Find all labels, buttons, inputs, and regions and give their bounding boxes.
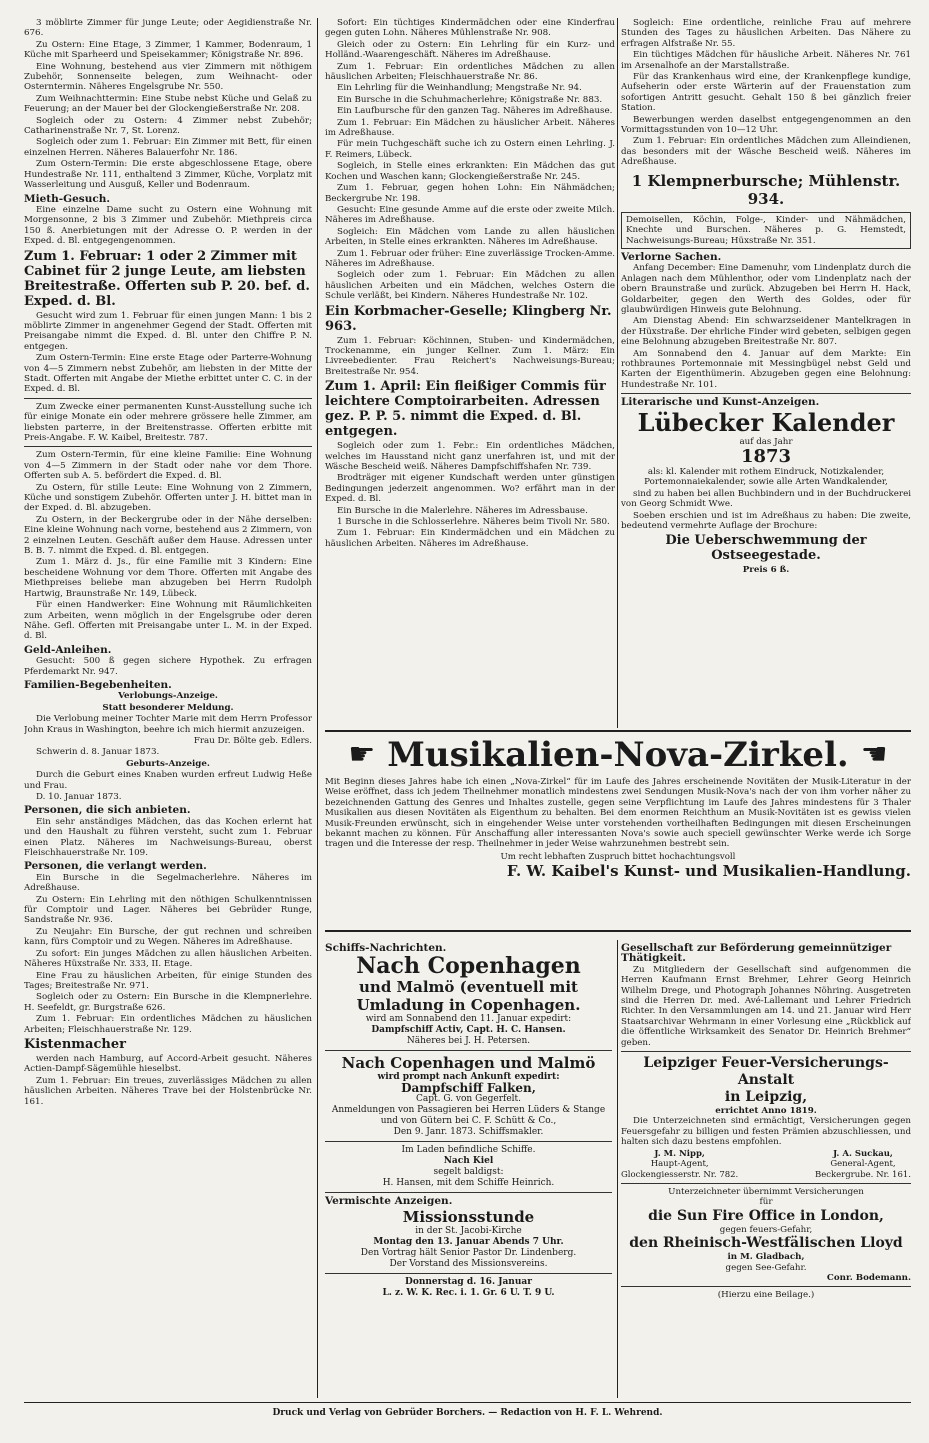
sunfire-signature: Conr. Bodemann.: [826, 1272, 911, 1283]
classified-ad: Zu Neujahr: Ein Bursche, der gut rechnen und schreiben kann, fürs Comptoir und zu Wegen. Näheres im Adreßhause.: [24, 926, 312, 948]
agent-2: [815, 1149, 911, 1180]
lost-item: Anfang December: Eine Damenuhr, vom Lindenplatz durch die Anlagen nach dem Mühlenthor, oder vom Lindenplatz nach der obern Braunstraße und zurück. Abzugeben bei Herrn H. Hack, Goldarbeiter, gegen den Werth des Goldes, oder für glaubwürdigen Hinweis gute Belohnung.: [621, 263, 911, 315]
centered-line: Statt besonderer Meldung.: [102, 702, 234, 713]
banner-title: Musikalien-Nova-Zirkel.: [387, 735, 849, 775]
column-rule: [617, 940, 618, 1398]
classified-ad: Bewerbungen werden daselbst entgegengenommen an den Vormittagsstunden von 10—12 Uhr.: [621, 114, 911, 136]
misc-line: Den Vortrag hält Senior Pastor Dr. Lindenberg.: [360, 1247, 577, 1258]
classified-ad: Sogleich: Eine ordentliche, reinliche Frau auf mehrere Stunden des Tages zu häuslichen Arbeiten. Das Nähere zu erfragen Alfstraße Nr. 55.: [621, 18, 911, 49]
insurance-founded: errichtet Anno 1819.: [715, 1106, 817, 1117]
classified-ad: Zum Ostern-Termin: Eine erste Etage oder Parterre-Wohnung von 4—5 Zimmern nebst Zubehör, am liebsten in der Mitte der Stadt. Offerten mit Angabe der Miethe erbittet unter C. C. in der Exped. d. Bl.: [24, 353, 312, 395]
pointing-hand-right-icon: ☛: [348, 737, 376, 772]
ship-line: Capt. G. von Gegerfelt.: [415, 1094, 522, 1105]
classified-ad: Zu Ostern, für stille Leute: Eine Wohnung von 2 Zimmern, Küche und sonstigem Zubehör. Offerten unter J. H. bittet man in der Exped. d. Bl. abzugeben.: [24, 482, 312, 514]
display-ad: Ein Korbmacher-Geselle; Klingberg Nr. 963.: [325, 303, 612, 334]
insurance-text: Die Unterzeichneten sind ermächtigt, Versicherungen gegen Feuersgefahr zu billigen und festen Prämien abzuschliessen, und halten sich dazu bestens empfohlen.: [621, 1116, 911, 1148]
classified-ad: Gesucht wird zum 1. Februar für einen jungen Mann: 1 bis 2 möblirte Zimmer in angenehmer Gegend der Stadt. Offerten mit Preisangabe nimmt die Exped. d. Bl. unter den Chiffre P. N. entgegen.: [24, 310, 312, 352]
society-heading: Gesellschaft zur Beförderung gemeinnütziger Thätigkeit.: [621, 942, 892, 965]
misc-line: Der Vorstand des Missionsvereins.: [389, 1258, 548, 1269]
classified-ad: Ein sehr anständiges Mädchen, das das Kochen erlernt hat und den Haushalt zu führen versteht, sucht zum 1. Februar einen Platz. Näheres im Nachweisungs-Bureau, oberst Fleischhauerstraße Nr. 109.: [24, 816, 312, 859]
classified-ad: Zu Ostern, in der Beckergrube oder in der Nähe derselben: Eine kleine Wohnung nach vorne, bestehend aus 2 Zimmern, von 2 einzelnen Leuten. Geschäft außer dem Hause. Adressen unter B. B. 7. nimmt die Exped. d. Bl. entgegen.: [24, 514, 312, 557]
ship-line: Im Laden befindliche Schiffe.: [401, 1145, 536, 1156]
divider: [325, 1273, 612, 1274]
calendar-year: 1873: [740, 446, 792, 467]
agent-address: Glockengiesserstr. Nr. 782.: [621, 1169, 739, 1180]
misc-line: Donnerstag d. 16. Januar: [405, 1276, 532, 1287]
classified-ad: 3 möblirte Zimmer für junge Leute; oder Aegidienstraße Nr. 676.: [24, 18, 312, 39]
classified-ad: Zum 1. Februar: Ein ordentliches Mädchen zu allen häuslichen Arbeiten; Fleischhauerstraße Nr. 86.: [325, 61, 615, 83]
classified-ad: Zum 1. Februar, gegen hohen Lohn: Ein Nähmädchen; Beckergrube Nr. 198.: [325, 183, 615, 204]
agent-name: J. A. Suckau,: [833, 1148, 893, 1159]
book-title: Die Ueberschwemmung der Ostseegestade.: [665, 533, 867, 564]
classified-ad: Zum Weihnachttermin: Eine Stube nebst Küche und Gelaß zu Feuerung; an der Mauer bei der Glockengießerstraße Nr. 208.: [24, 93, 312, 115]
classified-ad: Sogleich: Ein Mädchen vom Lande zu allen häuslichen Arbeiten, in Stelle eines erkrankten. Näheres im Adreßhause.: [325, 226, 615, 248]
classified-ad: Ein Lehrling für die Weinhandlung; Mengstraße Nr. 94.: [337, 83, 582, 94]
signature-line: Frau Dr. Bölte geb. Edlers.: [193, 735, 312, 746]
music-banner: [325, 735, 911, 925]
ship-title: Nach Copenhagen: [356, 953, 581, 980]
banner-closing: Um recht lebhaften Zuspruch bittet hochachtungsvoll: [500, 851, 736, 862]
divider: [325, 1141, 612, 1142]
misc-title: Missionsstunde: [402, 1207, 535, 1226]
banner-signature: F. W. Kaibel's Kunst- und Musikalien-Handlung.: [506, 861, 911, 880]
ship-line: Näheres bei J. H. Petersen.: [406, 1036, 531, 1047]
ship-heading: Schiffs-Nachrichten.: [325, 942, 447, 954]
divider: [621, 1183, 911, 1184]
insurance-city: in Leipzig,: [724, 1089, 808, 1106]
literary-heading: Literarische und Kunst-Anzeigen.: [621, 396, 820, 409]
lloyd-city: in M. Gladbach,: [727, 1252, 805, 1263]
classified-ad: 1 Bursche in die Schlosserlehre. Näheres beim Tivoli Nr. 580.: [337, 517, 610, 528]
classified-ad: Ein Laufbursche für den ganzen Tag. Näheres im Adreßhause.: [337, 106, 613, 117]
classified-ad: Zum 1. Februar oder früher: Eine zuverlässige Trocken-Amme. Näheres im Adreßhause.: [325, 248, 615, 269]
section-heading: Mieth-Gesuch.: [24, 192, 111, 205]
classified-ad: Zum Ostern-Termin: Die erste abgeschlossene Etage, obere Hundestraße Nr. 111, enthaltend 3 Zimmer, Küche, Vorplatz mit Wasserleitung und Ausguß, Keller und Bodenraum.: [24, 159, 312, 191]
insurance-title: Leipziger Feuer-Versicherungs-Anstalt: [643, 1055, 889, 1089]
display-ad: Zum 1. Februar: 1 oder 2 Zimmer mit Cabinet für 2 junge Leute, am liebsten Breitestraße. Offerten sub P. 20. bef. d. Exped. d. Bl.: [24, 248, 310, 309]
ship-line: wird am Sonnabend den 11. Januar expedirt:: [365, 1014, 572, 1025]
divider: [621, 393, 911, 394]
section-heading: Personen, die sich anbieten.: [24, 804, 191, 817]
classified-ad: Zum 1. Februar: Ein Kindermädchen und ein Mädchen zu häuslichen Arbeiten. Näheres im Adreßhause.: [325, 528, 615, 549]
classified-ad: Eine Frau zu häuslichen Arbeiten, für einige Stunden des Tages; Breitestraße Nr. 971.: [24, 970, 312, 991]
display-ad: Kistenmacher: [24, 1036, 126, 1052]
classified-ad: Zum 1. März d. Js., für eine Familie mit 3 Kindern: Eine bescheidene Wohnung vor dem Thore. Offerten mit Angabe des Miethpreises beliebe man abzugeben bei Herrn Rudolph Hartwig, Braunstraße Nr. 149, Lübeck.: [24, 557, 312, 599]
misc-line: in der St. Jacobi-Kirche: [415, 1225, 522, 1236]
demoiselles-ad: Demoisellen, Köchin, Folge-, Kinder- und Nähmädchen, Knechte und Burschen. Näheres p. G. Hemstedt, Nachweisungs-Bureau; Hüxstraße Nr. 351.: [621, 212, 911, 249]
classified-ad: Brodträger mit eigener Kundschaft werden unter günstigen Bedingungen jederzeit angenommen. Wo? erfährt man in der Exped. d. Bl.: [325, 473, 615, 505]
supplement-note: (Hierzu eine Beilage.): [717, 1290, 815, 1301]
classified-ad: Zum 1. Februar: Ein ordentliches Mädchen zu häuslichen Arbeiten; Fleischhauerstraße Nr. 129.: [24, 1014, 312, 1035]
divider: [621, 1051, 911, 1052]
agent-name: J. M. Nipp,: [654, 1148, 705, 1159]
ship-line: Dampfschiff Falken,: [401, 1081, 536, 1096]
calendar-sub: auf das Jahr: [739, 436, 793, 447]
classified-ad: Schwerin d. 8. Januar 1873.: [36, 747, 160, 758]
column-middle: [325, 18, 615, 726]
classified-ad: Für einen Handwerker: Eine Wohnung mit Räumlichkeiten zum Arbeiten, wenn möglich in der Engelsgrube oder deren Nähe. Gefl. Offerten mit Preisangabe unter L. M. in der Exped. d. Bl.: [24, 600, 312, 642]
divider: [24, 398, 312, 399]
agents-row: [621, 1149, 911, 1180]
classified-ad: Zu Ostern: Ein Lehrling mit den nöthigen Schulkenntnissen für Comptoir und Lager. Näheres bei Gebrüder Runge, Sandstraße Nr. 936.: [24, 894, 312, 926]
ship-line: segelt baldigst:: [433, 1167, 504, 1178]
footer-rule: [24, 1402, 911, 1403]
classified-ad: Eine einzelne Dame sucht zu Ostern eine Wohnung mit Morgensonne, 2 bis 3 Zimmer und Zubehör. Miethpreis circa 150 ß. Anerbietungen mit der Adresse O. P. werden in der Exped. d. Bl. entgegengenommen.: [24, 204, 312, 247]
banner-rule: [325, 730, 911, 732]
column-right: [621, 18, 911, 726]
classified-ad: Eine Wohnung, bestehend aus vier Zimmern mit nöthigem Zubehör, Sonnenseite belegen, zum Weihnacht- oder Osterntermin. Näheres Engelsgrube Nr. 550.: [24, 61, 312, 93]
sunfire-line: für: [759, 1197, 773, 1208]
column-rule: [317, 18, 318, 1398]
misc-line: L. z. W. K. Rec. i. 1. Gr. 6 U. T. 9 U.: [382, 1287, 555, 1298]
classified-ad: Ein Bursche in die Malerlehre. Näheres im Adressbause.: [337, 505, 588, 516]
book-price: Preis 6 ß.: [742, 565, 790, 576]
classified-ad: Gesucht: 500 ß gegen sichere Hypothek. Zu erfragen Pferdemarkt Nr. 947.: [24, 656, 312, 677]
classified-ad: Sogleich oder zum 1. Februar: Ein Mädchen zu allen häuslichen Arbeiten und ein Mädchen, welches Ostern die Schule verläßt, bei Kindern. Näheres Hundestraße Nr. 102.: [325, 270, 615, 302]
sunfire-line: Unterzeichneter übernimmt Versicherungen: [668, 1186, 864, 1197]
lost-item: Am Sonnabend den 4. Januar auf dem Markte: Ein rothbraunes Portemonnaie mit Messingbügel nebst Geld und Karten der Eigenthümerin. Abzugeben gegen eine Belohnung: Hundestraße Nr. 101.: [621, 348, 911, 390]
classified-ad: Zu Ostern: Eine Etage, 3 Zimmer, 1 Kammer, Bodenraum, 1 Küche mit Sparheerd und Speisekammer; Königstraße Nr. 896.: [24, 39, 312, 61]
sunfire-title: die Sun Fire Office in London,: [648, 1207, 884, 1224]
ship-line: Den 9. Janr. 1873. Schiffsmakler.: [393, 1127, 544, 1138]
banner-title-row: [325, 735, 911, 775]
ship-line: H. Hansen, mit dem Schiffe Heinrich.: [382, 1178, 555, 1189]
classified-ad: Durch die Geburt eines Knaben wurden erfreut Ludwig Heße und Frau.: [24, 770, 312, 791]
calendar-text: Soeben erschien und ist im Adreßhaus zu haben: Die zweite, bedeutend vermehrte Auflage der Brochure:: [621, 510, 911, 532]
lloyd-title: den Rheinisch-Westfälischen Lloyd: [629, 1235, 903, 1252]
society-column: [621, 940, 911, 1400]
classified-ad: Die Verlobung meiner Tochter Marie mit dem Herrn Professor John Kraus in Washington, beehre ich mich hiermit anzuzeigen.: [24, 714, 312, 735]
calendar-title: Lübecker Kalender: [637, 407, 895, 437]
display-ad: Zum 1. April: Ein fleißiger Commis für leichtere Comptoirarbeiten. Adressen gez. P. P. 5. nimmt die Exped. d. Bl. entgegen.: [325, 379, 606, 440]
klempner-ad: 1 Klempnerbursche; Mühlenstr. 934.: [631, 171, 901, 208]
lost-item: Am Dienstag Abend: Ein schwarzseidener Mantelkragen in der Hüxstraße. Der ehrliche Finder wird gebeten, selbigen gegen eine Belohnung abzugeben Breitestraße Nr. 807.: [621, 316, 911, 348]
misc-line: Montag den 13. Januar Abends 7 Uhr.: [373, 1236, 564, 1247]
lost-heading: Verlorne Sachen.: [621, 250, 722, 263]
classified-ad: Sofort: Ein tüchtiges Kindermädchen oder eine Kinderfrau gegen guten Lohn. Näheres Mühlenstraße Nr. 908.: [325, 18, 615, 39]
ship-line: Nach Kiel: [443, 1156, 494, 1167]
divider: [325, 1050, 612, 1051]
divider: [621, 1286, 911, 1287]
column-rule: [617, 18, 618, 728]
banner-rule: [325, 930, 911, 932]
section-heading: Familien-Begebenheiten.: [24, 678, 172, 691]
centered-line: Verlobungs-Anzeige.: [118, 691, 218, 702]
divider: [24, 446, 312, 447]
classified-ad: Gesucht: Eine gesunde Amme auf die erste oder zweite Milch. Näheres im Adreßhause.: [325, 204, 615, 226]
classified-ad: Sogleich oder zu Ostern: 4 Zimmer nebst Zubehör; Catharinenstraße Nr. 7, St. Lorenz.: [24, 115, 312, 137]
ship-subtitle: und Malmö (eventuell mit Umladung in Copenhagen.: [356, 978, 581, 1015]
ship-title: Nach Copenhagen und Malmö: [341, 1054, 596, 1073]
classified-ad: werden nach Hamburg, auf Accord-Arbeit gesucht. Näheres Actien-Dampf-Sägemühle hieselbst.: [24, 1053, 312, 1075]
pointing-hand-left-icon: ☚: [860, 737, 888, 772]
imprint: Druck und Verlag von Gebrüder Borchers. — Redaction von H. F. L. Wehrend.: [272, 1408, 663, 1418]
classified-ad: Gleich oder zu Ostern: Ein Lehrling für ein Kurz- und Holländ.-Waarengeschäft. Näheres im Adreßhause.: [325, 39, 615, 61]
sunfire-line: gegen feuers-Gefahr,: [719, 1224, 813, 1235]
centered-line: Geburts-Anzeige.: [126, 758, 210, 769]
shipping-column: [325, 940, 612, 1400]
classified-ad: Zum Ostern-Termin, für eine kleine Familie: Eine Wohnung von 4—5 Zimmern in der Stadt oder nahe vor dem Thore. Offerten sub A. 5. befördert die Exped. d. Bl.: [24, 450, 312, 482]
classified-ad: Zum 1. Februar: Ein treues, zuverlässiges Mädchen zu allen häuslichen Arbeiten. Näheres Trave bei der Holstenbrücke Nr. 161.: [24, 1075, 312, 1107]
misc-heading: Vermischte Anzeigen.: [325, 1195, 453, 1208]
classified-ad: Sogleich oder zum 1. Febr.: Ein ordentliches Mädchen, welches im Hausstand nicht ganz unerfahren ist, und mit der Wäsche Bescheid weiß. Näheres Dampfschiffshafen Nr. 739.: [325, 441, 615, 472]
ship-line: Anmeldungen von Passagieren bei Herren Lüders & Stange und von Gütern bei C. F. Schütt & Co.,: [331, 1105, 606, 1127]
classified-ad: Zum 1. Februar: Köchinnen, Stuben- und Kindermädchen, Trockenamme, ein junger Kellner. Zum 1. März: Ein Livreebedienter. Frau Reichert's Nachweisungs-Bureau; Breitestraße Nr. 954.: [325, 335, 615, 377]
section-heading: Geld-Anleihen.: [24, 643, 112, 656]
classified-ad: Zu sofort: Ein junges Mädchen zu allen häuslichen Arbeiten. Näheres Hüxstraße Nr. 333, II. Etage.: [24, 948, 312, 970]
classified-ad: Für mein Tuchgeschäft suche ich zu Ostern einen Lehrling. J. F. Reimers, Lübeck.: [325, 139, 615, 160]
society-text: Zu Mitgliedern der Gesellschaft sind aufgenommen die Herren Kaufmann Ernst Brehmer, Lehrer Georg Heinrich Wilhelm Drege, und Photograph Johannes Nöhring. Ausgetreten sind die Herren Dr. med. Avé-Lallemant und Lehrer Friedrich Richter. In den Versammlungen am 14. und 21. Januar wird Herr Staatsarchivar Wehrmann in einer Vorlesung eine „Rückblick auf die öffentliche Wirksamkeit des Senator Dr. Heinrich Brehmer“ geben.: [621, 964, 911, 1048]
section-heading: Personen, die verlangt werden.: [24, 860, 207, 873]
classified-ad: Für das Krankenhaus wird eine, der Krankenpflege kundige, Aufseherin oder erste Wärterin auf der Frauenstation zum sofortigen Antritt gesucht. Gehalt 150 ß bei gänzlich freier Station.: [621, 72, 911, 114]
agent-role: General-Agent,: [830, 1159, 896, 1170]
classified-ad: Sogleich, in Stelle eines erkrankten: Ein Mädchen das gut Kochen und Waschen kann; Glockengießerstraße Nr. 245.: [325, 161, 615, 182]
calendar-text: als: kl. Kalender mit rothem Eindruck, Notizkalender, Portemonnaiekalender, sowie alle Arten Wandkalender,: [644, 467, 888, 488]
classified-ad: Zum 1. Februar: Ein ordentliches Mädchen zum Alleindienen, das besonders mit der Wäsche Bescheid weiß. Näheres im Adreßhause.: [621, 136, 911, 168]
classified-ad: Zum Zwecke einer permanenten Kunst-Ausstellung suche ich für einige Monate ein oder mehrere grössere helle Zimmer, am liebsten parterre, in der Breitenstrasse. Offerten erbitte mit Preis-Angabe. F. W. Kaibel, Breitestr. 787.: [24, 401, 312, 443]
sunfire-line: gegen See-Gefahr.: [725, 1262, 807, 1273]
ship-line: Dampfschiff Activ, Capt. H. C. Hansen.: [371, 1025, 566, 1036]
classified-ad: Ein Bursche in die Segelmacherlehre. Näheres im Adreßhause.: [24, 872, 312, 894]
agent-1: [621, 1149, 738, 1180]
classified-ad: Ein tüchtiges Mädchen für häusliche Arbeit. Näheres Nr. 761 im Arsenalhofe an der Marstallstraße.: [621, 50, 911, 71]
classified-ad: Sogleich oder zum 1. Februar: Ein Zimmer mit Bett, für einen einzelnen Herren. Näheres Balauerfohr Nr. 186.: [24, 137, 312, 158]
calendar-text: sind zu haben bei allen Buchbindern und in der Buchdruckerei von Georg Schmidt Wwe.: [621, 488, 911, 510]
banner-text: Mit Beginn dieses Jahres habe ich einen „Nova-Zirkel“ für im Laufe des Jahres erscheinende Novitäten der Musik-Literatur in der Weise eröffnet, dass ich jedem Theilnehmer monatlich mindestens zwei Sendungen Musik-Nova's nach der von ihm vorher näher zu bezeichnenden Gattung des Genres und Inhaltes zustelle, gegen seine Verpflichtung im Laufe des Jahres mindestens für 3 Thaler Musikalien aus diesen Novitäten als Eigenthum zu behalten. Bei dem enormen Reichthum an Musik-Novitäten ist es gewiss vielen Musik-Freunden erwünscht, sich in eingehender Weise unter vorstehenden vortheilhaften Bedingungen mit diesen Erscheinungen bekannt machen zu können. Für Anschaffung aller interessanten Nova's sowie auch speciell gewünschter Werke werde ich Sorge tragen und die Interesse der resp. Theilnehmer in jeder Weise wahrzunehmen bestrebt sein.: [325, 777, 911, 850]
classified-ad: D. 10. Januar 1873.: [36, 792, 122, 802]
classified-ad: Ein Bursche in die Schuhmacherlehre; Königstraße Nr. 883.: [337, 94, 603, 105]
agent-role: Haupt-Agent,: [650, 1159, 709, 1170]
divider: [325, 1192, 612, 1193]
agent-address: Beckergrube. Nr. 161.: [814, 1169, 911, 1180]
classified-ad: Sogleich oder zu Ostern: Ein Bursche in die Klempnerlehre. H. Seefeldt, gr. Burgstraße 626.: [24, 992, 312, 1013]
ship-line: wird prompt nach Ankunft expedirt:: [377, 1072, 560, 1083]
column-left: [24, 18, 312, 1395]
classified-ad: Zum 1. Februar: Ein Mädchen zu häuslicher Arbeit. Näheres im Adreßhause.: [325, 117, 615, 139]
